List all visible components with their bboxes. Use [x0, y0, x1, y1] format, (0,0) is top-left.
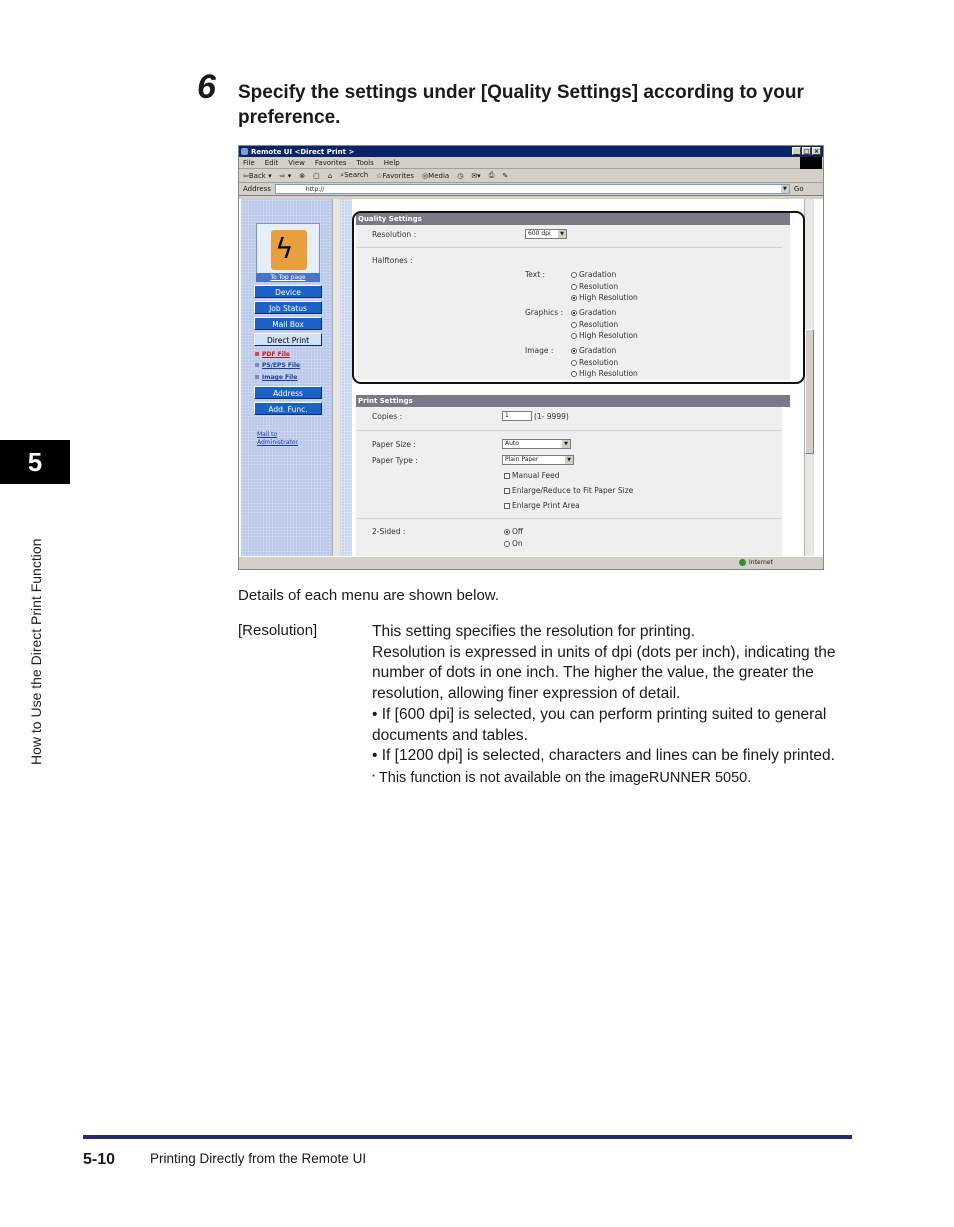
address-button[interactable]: Address [254, 386, 322, 399]
chevron-down-icon: ▼ [562, 440, 570, 448]
direct-print-button[interactable]: Direct Print [254, 333, 322, 346]
paper-type-label: Paper Type : [372, 456, 418, 465]
image-resolution-radio[interactable]: Resolution [571, 358, 618, 367]
text-high-resolution-radio[interactable]: High Resolution [571, 293, 638, 302]
add-func-button[interactable]: Add. Func. [254, 402, 322, 415]
paper-size-select[interactable]: Auto ▼ [502, 439, 571, 449]
chevron-down-icon: ▼ [558, 230, 566, 238]
step-text: Specify the settings under [Quality Settings] according to your preference. [238, 82, 804, 128]
mail-to-admin-link[interactable]: Mail to Administrator [257, 431, 298, 446]
browser-toolbar [239, 169, 823, 183]
graphics-label: Graphics : [525, 308, 564, 317]
two-sided-on-radio[interactable]: On [504, 539, 523, 548]
chapter-title: How to Use the Direct Print Function [28, 538, 44, 765]
favorites-button[interactable]: ☆Favorites [376, 171, 415, 180]
paper-type-select[interactable]: Plain Paper ▼ [502, 455, 574, 465]
graphics-gradation-radio[interactable]: Gradation [571, 308, 616, 317]
forward-button[interactable]: ⇨ ▾ [279, 171, 292, 180]
footer-rule [83, 1135, 852, 1139]
two-sided-label: 2-Sided : [372, 527, 406, 536]
globe-icon [739, 559, 746, 566]
address-value: http:// [305, 186, 325, 193]
home-button[interactable]: ⌂ [327, 171, 333, 180]
frame-divider [340, 199, 352, 557]
quality-settings-highlight [352, 211, 805, 384]
resolution-label: Resolution : [372, 230, 417, 239]
history-button[interactable]: ◷ [457, 171, 464, 180]
copies-input[interactable]: 1 [502, 411, 532, 421]
details-intro: Details of each menu are shown below. [238, 587, 499, 604]
text-gradation-radio[interactable]: Gradation [571, 270, 616, 279]
copies-range: (1- 9999) [534, 412, 569, 421]
back-button[interactable]: ⇦Back ▾ [243, 171, 272, 180]
graphics-high-resolution-radio[interactable]: High Resolution [571, 331, 638, 340]
graphics-resolution-radio[interactable]: Resolution [571, 320, 618, 329]
address-input[interactable] [275, 184, 790, 194]
mail-button[interactable]: ✉▾ [471, 171, 481, 180]
go-button[interactable]: Go [793, 185, 804, 193]
menu-favorites[interactable]: Favorites [314, 158, 347, 167]
pdf-file-link[interactable]: PDF File [255, 351, 290, 358]
address-label: Address [243, 185, 271, 193]
two-sided-off-radio[interactable]: Off [504, 527, 523, 536]
enlarge-reduce-checkbox[interactable]: Enlarge/Reduce to Fit Paper Size [504, 486, 633, 495]
footer-title: Printing Directly from the Remote UI [150, 1151, 367, 1166]
text-label: Text : [525, 270, 546, 279]
job-status-button[interactable]: Job Status [254, 301, 322, 314]
paper-size-label: Paper Size : [372, 440, 416, 449]
chevron-down-icon: ▼ [565, 456, 573, 464]
close-icon[interactable]: × [813, 147, 820, 155]
device-button[interactable]: Device [254, 285, 322, 298]
image-label: Image : [525, 346, 554, 355]
menu-bar [239, 157, 823, 169]
browser-titlebar [239, 146, 823, 157]
menu-edit[interactable]: Edit [264, 158, 279, 167]
print-button[interactable]: ⎙ [488, 171, 495, 179]
right-scrollbar[interactable] [804, 199, 814, 557]
maximize-icon[interactable]: □ [803, 147, 810, 155]
refresh-button[interactable]: ▢ [313, 171, 320, 180]
address-bar [239, 183, 823, 196]
address-dropdown-icon[interactable]: ▼ [781, 185, 789, 193]
image-high-resolution-radio[interactable]: High Resolution [571, 369, 638, 378]
menu-file[interactable]: File [243, 158, 255, 167]
chapter-tab: 5 [0, 440, 70, 484]
page-content [239, 199, 824, 557]
status-bar [239, 556, 824, 569]
windows-logo-icon [800, 157, 822, 169]
browser-title: Remote UI <Direct Print > [251, 147, 355, 156]
search-button[interactable]: ⌕Search [340, 171, 369, 179]
resolution-select[interactable]: 600 dpi ▼ [525, 229, 567, 239]
top-page-link[interactable]: To Top page [256, 273, 320, 282]
ps-eps-file-link[interactable]: PS/EPS File [255, 362, 300, 369]
scroll-thumb[interactable] [805, 329, 814, 454]
image-gradation-radio[interactable]: Gradation [571, 346, 616, 355]
resolution-description: This setting specifies the resolution for printing. Resolution is expressed in units of dpi (dots per inch), indicating the number of dots in one inch. The higher the value, the greater the resolution, allowing finer expression of detail. • If [600 dpi] is selected, you can perform printing suited to general documents and tables. • If [1200 dpi] is selected, characters and lines can be finely printed. * This function is not available on the imageRUNNER 5050. [372, 623, 836, 786]
print-settings-header: Print Settings [356, 395, 790, 407]
edit-button[interactable]: ✎ [502, 171, 509, 180]
manual-feed-checkbox[interactable]: Manual Feed [504, 471, 560, 480]
enlarge-area-checkbox[interactable]: Enlarge Print Area [504, 501, 580, 510]
text-resolution-radio[interactable]: Resolution [571, 282, 618, 291]
menu-help[interactable]: Help [383, 158, 400, 167]
minimize-icon[interactable]: _ [792, 147, 801, 155]
browser-screenshot [238, 145, 824, 570]
halftones-label: Halftones : [372, 256, 413, 265]
stop-button[interactable]: ⊗ [299, 171, 306, 180]
mail-box-button[interactable]: Mail Box [254, 317, 322, 330]
ie-icon [241, 148, 248, 155]
menu-view[interactable]: View [288, 158, 305, 167]
device-logo[interactable]: ϟ [256, 223, 320, 275]
quality-settings-header: Quality Settings [356, 213, 790, 225]
page-number: 5-10 [83, 1151, 116, 1168]
menu-tools[interactable]: Tools [356, 158, 374, 167]
step-number: 6 [197, 68, 216, 106]
image-file-link[interactable]: Image File [255, 374, 297, 381]
left-nav-pane [241, 199, 340, 557]
media-button[interactable]: ◎Media [422, 171, 450, 180]
copies-label: Copies : [372, 412, 403, 421]
internet-zone: Internet [739, 559, 773, 566]
resolution-term: [Resolution] [238, 622, 318, 639]
